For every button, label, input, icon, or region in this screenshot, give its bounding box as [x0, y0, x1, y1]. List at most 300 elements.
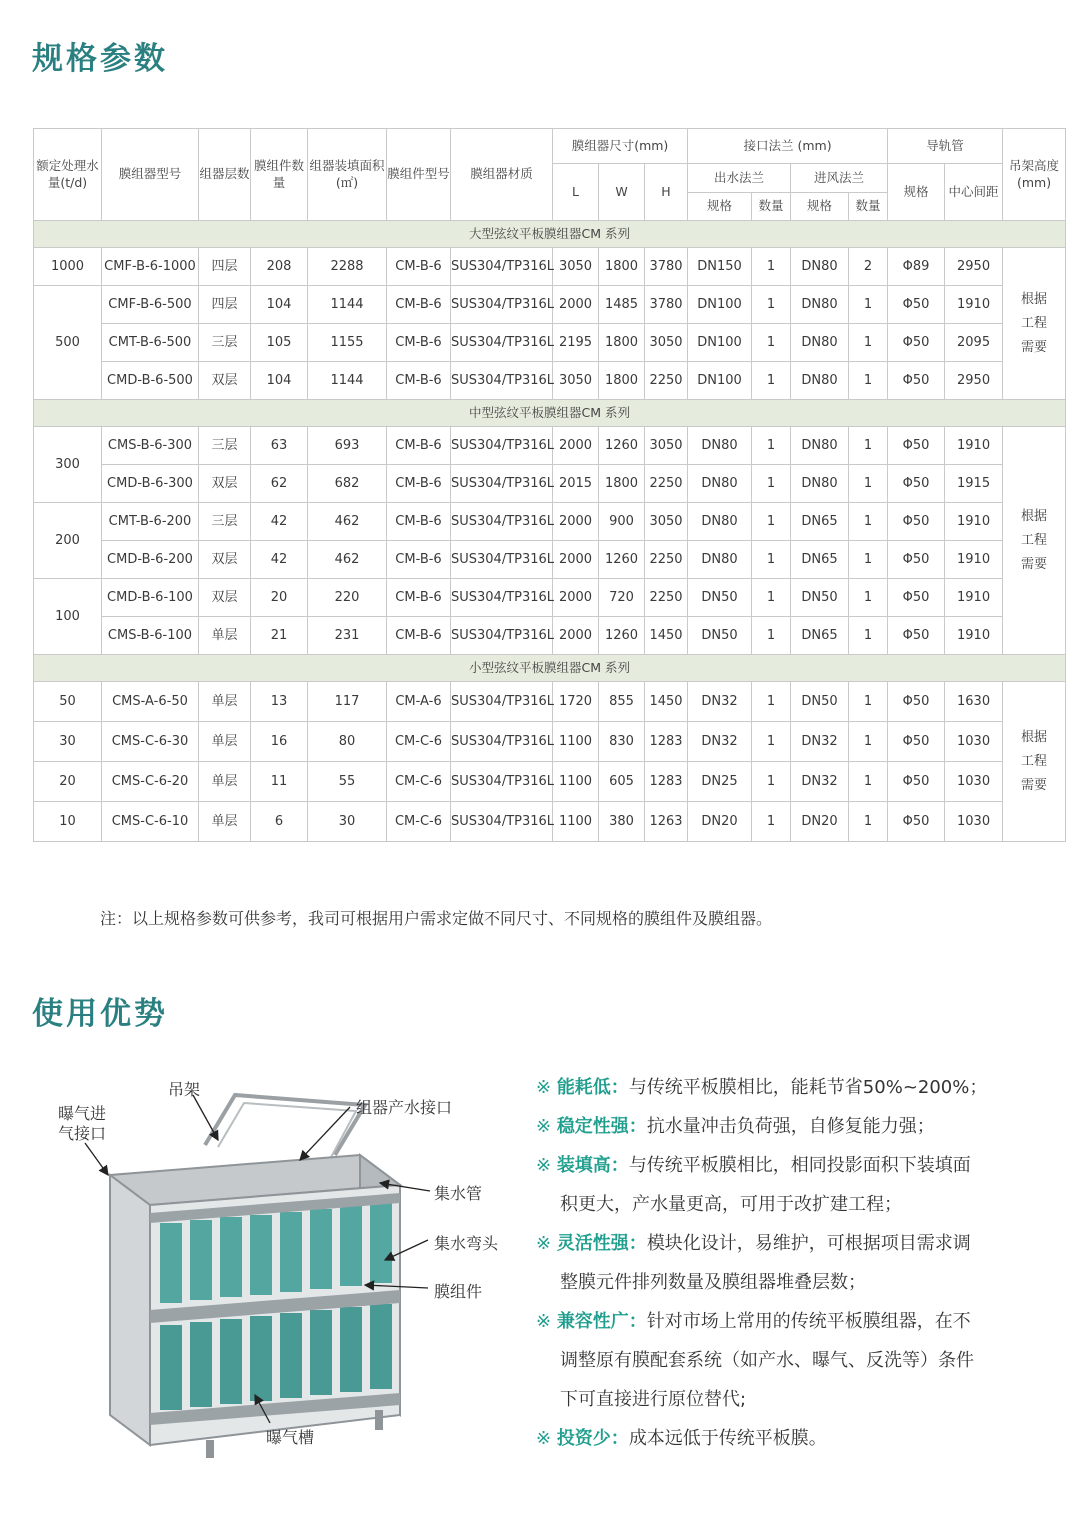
label-hanger: 吊架 — [168, 1080, 201, 1099]
cell-air-spec: DN80 — [791, 248, 849, 286]
cell-model: CMF-B-6-1000 — [102, 248, 199, 286]
cell-L: 2195 — [553, 324, 599, 362]
cell-outlet-spec: DN50 — [688, 579, 752, 617]
cell-layers: 三层 — [199, 427, 251, 465]
cell-air-qty: 1 — [849, 324, 888, 362]
cell-rail-spec: Φ50 — [888, 324, 945, 362]
table-row — [34, 682, 1066, 722]
spec-table — [33, 128, 1066, 842]
cell-outlet-qty: 1 — [752, 722, 791, 762]
cell-flow: 100 — [34, 579, 102, 655]
header-material: 膜组器材质 — [451, 129, 553, 221]
cell-area: 30 — [308, 802, 387, 842]
cell-element: CM-B-6 — [387, 286, 451, 324]
header-air: 进风法兰 — [791, 164, 888, 193]
reference-mark-icon: ※ — [536, 1233, 557, 1254]
cell-rail-spec: Φ50 — [888, 503, 945, 541]
cell-material: SUS304/TP316L — [451, 617, 553, 655]
cell-area: 117 — [308, 682, 387, 722]
cell-W: 720 — [599, 579, 645, 617]
cell-rail-dist: 1910 — [945, 503, 1003, 541]
cell-material: SUS304/TP316L — [451, 722, 553, 762]
cell-area: 231 — [308, 617, 387, 655]
cell-rail-spec: Φ50 — [888, 465, 945, 503]
cell-outlet-spec: DN100 — [688, 362, 752, 400]
cell-rail-spec: Φ50 — [888, 427, 945, 465]
cell-area: 2288 — [308, 248, 387, 286]
cell-outlet-qty: 1 — [752, 503, 791, 541]
table-row — [34, 722, 1066, 762]
cell-rail-dist: 1915 — [945, 465, 1003, 503]
cell-air-spec: DN32 — [791, 762, 849, 802]
cell-L: 2000 — [553, 286, 599, 324]
reference-mark-icon: ※ — [536, 1116, 557, 1137]
cell-outlet-spec: DN100 — [688, 286, 752, 324]
cell-air-qty: 1 — [849, 579, 888, 617]
cell-element: CM-C-6 — [387, 762, 451, 802]
header-H: H — [645, 164, 688, 221]
cell-count: 104 — [251, 286, 308, 324]
cell-model: CMS-A-6-50 — [102, 682, 199, 722]
cell-air-qty: 1 — [849, 465, 888, 503]
cell-rail-dist: 2950 — [945, 362, 1003, 400]
cell-count: 6 — [251, 802, 308, 842]
advantage-text-continued: 下可直接进行原位替代; — [560, 1389, 747, 1410]
cell-W: 1800 — [599, 248, 645, 286]
cell-outlet-qty: 1 — [752, 762, 791, 802]
advantage-item — [536, 1224, 1056, 1263]
cell-element: CM-B-6 — [387, 465, 451, 503]
cell-count: 16 — [251, 722, 308, 762]
cell-H: 2250 — [645, 579, 688, 617]
advantages-list — [536, 1068, 1056, 1458]
table-row — [34, 362, 1066, 400]
header-flow: 额定处理水量(t/d) — [34, 129, 102, 221]
cell-layers: 四层 — [199, 286, 251, 324]
cell-count: 11 — [251, 762, 308, 802]
cell-H: 3050 — [645, 503, 688, 541]
cell-hang-note: 根据工程需要 — [1003, 248, 1066, 400]
cell-air-spec: DN32 — [791, 722, 849, 762]
cell-air-spec: DN80 — [791, 362, 849, 400]
cell-outlet-qty: 1 — [752, 802, 791, 842]
cell-W: 830 — [599, 722, 645, 762]
cell-layers: 单层 — [199, 617, 251, 655]
cell-air-qty: 1 — [849, 503, 888, 541]
series-header-row — [34, 221, 1066, 248]
header-L: L — [553, 164, 599, 221]
cell-material: SUS304/TP316L — [451, 286, 553, 324]
table-row — [34, 503, 1066, 541]
cell-area: 1144 — [308, 286, 387, 324]
cell-rail-spec: Φ50 — [888, 617, 945, 655]
cell-L: 2000 — [553, 503, 599, 541]
cell-model: CMD-B-6-500 — [102, 362, 199, 400]
cell-count: 208 — [251, 248, 308, 286]
cell-rail-dist: 1030 — [945, 722, 1003, 762]
cell-model: CMD-B-6-300 — [102, 465, 199, 503]
advantages-section-title: 使用优势 — [32, 996, 168, 1032]
advantage-key: 稳定性强： — [556, 1116, 647, 1137]
cell-layers: 四层 — [199, 248, 251, 286]
cell-area: 80 — [308, 722, 387, 762]
cell-outlet-qty: 1 — [752, 617, 791, 655]
cell-air-spec: DN50 — [791, 579, 849, 617]
cell-air-qty: 1 — [849, 802, 888, 842]
cell-H: 3780 — [645, 248, 688, 286]
cell-element: CM-A-6 — [387, 682, 451, 722]
cell-H: 2250 — [645, 362, 688, 400]
cell-hang-note: 根据工程需要 — [1003, 427, 1066, 655]
label-outlet: 组器产水接口 — [356, 1098, 453, 1117]
cell-W: 900 — [599, 503, 645, 541]
cell-L: 2000 — [553, 427, 599, 465]
table-row — [34, 802, 1066, 842]
cell-H: 1263 — [645, 802, 688, 842]
label-aeration-inlet-line1: 曝气进 — [58, 1104, 107, 1123]
series-header-row — [34, 400, 1066, 427]
table-row — [34, 579, 1066, 617]
cell-material: SUS304/TP316L — [451, 503, 553, 541]
label-aeration-inlet-line2: 气接口 — [58, 1124, 107, 1143]
header-rail-dist: 中心间距 — [945, 164, 1003, 221]
cell-rail-dist: 2095 — [945, 324, 1003, 362]
cell-model: CMS-C-6-20 — [102, 762, 199, 802]
cell-outlet-spec: DN80 — [688, 503, 752, 541]
label-module: 膜组件 — [434, 1282, 483, 1301]
label-collect-pipe: 集水管 — [434, 1184, 483, 1203]
cell-rail-dist: 1910 — [945, 541, 1003, 579]
advantage-key: 灵活性强： — [556, 1233, 647, 1254]
series-header-row — [34, 655, 1066, 682]
cell-W: 605 — [599, 762, 645, 802]
cell-material: SUS304/TP316L — [451, 541, 553, 579]
cell-outlet-spec: DN80 — [688, 465, 752, 503]
table-row — [34, 541, 1066, 579]
cell-air-qty: 1 — [849, 762, 888, 802]
cell-flow: 10 — [34, 802, 102, 842]
membrane-module-illustration — [30, 1055, 500, 1460]
cell-flow: 20 — [34, 762, 102, 802]
cell-W: 1800 — [599, 324, 645, 362]
cell-flow: 300 — [34, 427, 102, 503]
cell-W: 1260 — [599, 617, 645, 655]
cell-layers: 双层 — [199, 465, 251, 503]
cell-flow: 1000 — [34, 248, 102, 286]
cell-air-qty: 1 — [849, 427, 888, 465]
cell-air-spec: DN80 — [791, 324, 849, 362]
header-rail-spec: 规格 — [888, 164, 945, 221]
cell-outlet-qty: 1 — [752, 362, 791, 400]
cell-H: 1283 — [645, 762, 688, 802]
table-row — [34, 465, 1066, 503]
cell-model: CMT-B-6-500 — [102, 324, 199, 362]
cell-outlet-spec: DN25 — [688, 762, 752, 802]
cell-outlet-spec: DN80 — [688, 541, 752, 579]
cell-layers: 单层 — [199, 762, 251, 802]
advantage-item — [536, 1146, 1056, 1185]
cell-rail-spec: Φ89 — [888, 248, 945, 286]
cell-W: 1485 — [599, 286, 645, 324]
reference-mark-icon: ※ — [536, 1311, 557, 1332]
cell-layers: 单层 — [199, 722, 251, 762]
cell-rail-dist: 2950 — [945, 248, 1003, 286]
cell-outlet-spec: DN32 — [688, 722, 752, 762]
cell-count: 63 — [251, 427, 308, 465]
header-element: 膜组件型号 — [387, 129, 451, 221]
cell-outlet-spec: DN32 — [688, 682, 752, 722]
cell-material: SUS304/TP316L — [451, 802, 553, 842]
cell-material: SUS304/TP316L — [451, 682, 553, 722]
cell-L: 1720 — [553, 682, 599, 722]
cell-rail-spec: Φ50 — [888, 579, 945, 617]
cell-count: 21 — [251, 617, 308, 655]
cell-L: 3050 — [553, 248, 599, 286]
series-header: 大型弦纹平板膜组器CM 系列 — [34, 221, 1066, 248]
advantage-key: 兼容性广： — [556, 1311, 647, 1332]
cell-area: 462 — [308, 541, 387, 579]
cell-element: CM-C-6 — [387, 722, 451, 762]
cell-rail-spec: Φ50 — [888, 722, 945, 762]
cell-element: CM-B-6 — [387, 541, 451, 579]
cell-model: CMD-B-6-200 — [102, 541, 199, 579]
cell-layers: 双层 — [199, 541, 251, 579]
cell-rail-spec: Φ50 — [888, 286, 945, 324]
cell-H: 3050 — [645, 427, 688, 465]
cell-material: SUS304/TP316L — [451, 762, 553, 802]
cell-air-qty: 1 — [849, 541, 888, 579]
reference-mark-icon: ※ — [536, 1077, 557, 1098]
cell-air-spec: DN20 — [791, 802, 849, 842]
header-air-spec: 规格 — [791, 193, 849, 221]
cell-outlet-spec: DN20 — [688, 802, 752, 842]
header-outlet: 出水法兰 — [688, 164, 791, 193]
cell-area: 462 — [308, 503, 387, 541]
cell-layers: 三层 — [199, 324, 251, 362]
advantage-item — [536, 1419, 1056, 1458]
cell-count: 42 — [251, 541, 308, 579]
cell-element: CM-B-6 — [387, 503, 451, 541]
cell-flow: 500 — [34, 286, 102, 400]
cell-W: 1260 — [599, 541, 645, 579]
reference-mark-icon: ※ — [536, 1155, 557, 1176]
cell-air-qty: 1 — [849, 362, 888, 400]
cell-count: 20 — [251, 579, 308, 617]
cell-outlet-qty: 1 — [752, 248, 791, 286]
cell-element: CM-B-6 — [387, 324, 451, 362]
cell-air-qty: 1 — [849, 617, 888, 655]
cell-outlet-spec: DN100 — [688, 324, 752, 362]
cell-outlet-spec: DN150 — [688, 248, 752, 286]
cell-area: 682 — [308, 465, 387, 503]
cell-L: 1100 — [553, 802, 599, 842]
cell-rail-dist: 1030 — [945, 802, 1003, 842]
cell-outlet-qty: 1 — [752, 427, 791, 465]
cell-outlet-qty: 1 — [752, 541, 791, 579]
advantage-item — [536, 1302, 1056, 1341]
advantage-text: 与传统平板膜相比，能耗节省50%~200%； — [628, 1077, 988, 1098]
cell-H: 2250 — [645, 541, 688, 579]
cell-H: 1283 — [645, 722, 688, 762]
cell-model: CMT-B-6-200 — [102, 503, 199, 541]
cell-outlet-qty: 1 — [752, 682, 791, 722]
cell-H: 1450 — [645, 682, 688, 722]
cell-L: 2015 — [553, 465, 599, 503]
advantage-item — [536, 1107, 1056, 1146]
cell-air-spec: DN80 — [791, 286, 849, 324]
cell-rail-dist: 1910 — [945, 579, 1003, 617]
advantage-text: 针对市场上常用的传统平板膜组器，在不 — [646, 1311, 971, 1332]
cell-L: 2000 — [553, 579, 599, 617]
cell-outlet-spec: DN50 — [688, 617, 752, 655]
cell-count: 62 — [251, 465, 308, 503]
cell-H: 3050 — [645, 324, 688, 362]
cell-material: SUS304/TP316L — [451, 427, 553, 465]
table-row — [34, 248, 1066, 286]
table-row — [34, 427, 1066, 465]
cell-air-qty: 2 — [849, 248, 888, 286]
cell-flow: 30 — [34, 722, 102, 762]
cell-air-spec: DN50 — [791, 682, 849, 722]
table-footnote: 注：以上规格参数可供参考，我司可根据用户需求定做不同尺寸、不同规格的膜组件及膜组器。 — [100, 909, 773, 928]
cell-air-spec: DN65 — [791, 503, 849, 541]
cell-air-spec: DN65 — [791, 617, 849, 655]
cell-layers: 单层 — [199, 682, 251, 722]
cell-element: CM-C-6 — [387, 802, 451, 842]
cell-outlet-qty: 1 — [752, 286, 791, 324]
advantage-text: 成本远低于传统平板膜。 — [628, 1428, 827, 1449]
cell-rail-spec: Φ50 — [888, 362, 945, 400]
cell-rail-dist: 1630 — [945, 682, 1003, 722]
cell-rail-spec: Φ50 — [888, 541, 945, 579]
cell-rail-spec: Φ50 — [888, 762, 945, 802]
cell-air-spec: DN80 — [791, 427, 849, 465]
table-row — [34, 286, 1066, 324]
cell-air-qty: 1 — [849, 286, 888, 324]
table-row — [34, 617, 1066, 655]
header-outlet-qty: 数量 — [752, 193, 791, 221]
cell-model: CMS-C-6-30 — [102, 722, 199, 762]
cell-count: 13 — [251, 682, 308, 722]
cell-H: 3780 — [645, 286, 688, 324]
cell-air-spec: DN80 — [791, 465, 849, 503]
header-size: 膜组器尺寸(mm) — [553, 129, 688, 164]
cell-model: CMS-C-6-10 — [102, 802, 199, 842]
advantage-text: 与传统平板膜相比，相同投影面积下装填面 — [628, 1155, 971, 1176]
advantage-key: 装填高： — [556, 1155, 629, 1176]
cell-outlet-qty: 1 — [752, 579, 791, 617]
cell-count: 104 — [251, 362, 308, 400]
advantage-text: 抗水量冲击负荷强，自修复能力强； — [646, 1116, 935, 1137]
cell-outlet-qty: 1 — [752, 465, 791, 503]
cell-H: 1450 — [645, 617, 688, 655]
cell-layers: 单层 — [199, 802, 251, 842]
cell-element: CM-B-6 — [387, 362, 451, 400]
header-flange: 接口法兰 (mm) — [688, 129, 888, 164]
cell-element: CM-B-6 — [387, 617, 451, 655]
cell-area: 693 — [308, 427, 387, 465]
cell-L: 3050 — [553, 362, 599, 400]
header-W: W — [599, 164, 645, 221]
cell-count: 105 — [251, 324, 308, 362]
cell-material: SUS304/TP316L — [451, 324, 553, 362]
cell-flow: 200 — [34, 503, 102, 579]
cell-L: 2000 — [553, 541, 599, 579]
cell-W: 855 — [599, 682, 645, 722]
header-model: 膜组器型号 — [102, 129, 199, 221]
cell-outlet-spec: DN80 — [688, 427, 752, 465]
cell-material: SUS304/TP316L — [451, 579, 553, 617]
cell-area: 1155 — [308, 324, 387, 362]
header-outlet-spec: 规格 — [688, 193, 752, 221]
advantage-text-continued: 积更大，产水量更高，可用于改扩建工程； — [560, 1194, 902, 1215]
cell-element: CM-B-6 — [387, 427, 451, 465]
cell-air-qty: 1 — [849, 682, 888, 722]
spec-section-title: 规格参数 — [32, 41, 168, 77]
cell-material: SUS304/TP316L — [451, 465, 553, 503]
header-count: 膜组件数量 — [251, 129, 308, 221]
label-collect-elbow: 集水弯头 — [434, 1234, 499, 1253]
advantage-text-continued: 整膜元件排列数量及膜组器堆叠层数； — [560, 1272, 866, 1293]
cell-material: SUS304/TP316L — [451, 362, 553, 400]
cell-layers: 三层 — [199, 503, 251, 541]
cell-flow: 50 — [34, 682, 102, 722]
table-row — [34, 324, 1066, 362]
cell-area: 1144 — [308, 362, 387, 400]
label-aeration-tank: 曝气槽 — [266, 1428, 315, 1447]
reference-mark-icon: ※ — [536, 1428, 557, 1449]
cell-W: 1260 — [599, 427, 645, 465]
cell-model: CMF-B-6-500 — [102, 286, 199, 324]
cell-outlet-qty: 1 — [752, 324, 791, 362]
advantage-text: 模块化设计，易维护，可根据项目需求调 — [646, 1233, 971, 1254]
header-hang: 吊架高度(mm) — [1003, 129, 1066, 221]
advantage-text-continued: 调整原有膜配套系统（如产水、曝气、反洗等）条件 — [560, 1350, 974, 1371]
cell-W: 1800 — [599, 362, 645, 400]
cell-W: 380 — [599, 802, 645, 842]
cell-L: 1100 — [553, 762, 599, 802]
cell-air-spec: DN65 — [791, 541, 849, 579]
header-area: 组器装填面积(㎡) — [308, 129, 387, 221]
advantage-item — [536, 1068, 1056, 1107]
cell-model: CMS-B-6-300 — [102, 427, 199, 465]
cell-element: CM-B-6 — [387, 248, 451, 286]
cell-model: CMS-B-6-100 — [102, 617, 199, 655]
header-air-qty: 数量 — [849, 193, 888, 221]
cell-rail-spec: Φ50 — [888, 802, 945, 842]
cell-rail-dist: 1910 — [945, 427, 1003, 465]
cell-model: CMD-B-6-100 — [102, 579, 199, 617]
cell-L: 1100 — [553, 722, 599, 762]
advantage-key: 投资少： — [556, 1428, 629, 1449]
cell-count: 42 — [251, 503, 308, 541]
header-layers: 组器层数 — [199, 129, 251, 221]
cell-area: 55 — [308, 762, 387, 802]
cell-rail-spec: Φ50 — [888, 682, 945, 722]
cell-L: 2000 — [553, 617, 599, 655]
cell-hang-note: 根据工程需要 — [1003, 682, 1066, 842]
cell-rail-dist: 1030 — [945, 762, 1003, 802]
cell-rail-dist: 1910 — [945, 617, 1003, 655]
cell-air-qty: 1 — [849, 722, 888, 762]
header-rail: 导轨管 — [888, 129, 1003, 164]
cell-H: 2250 — [645, 465, 688, 503]
cell-element: CM-B-6 — [387, 579, 451, 617]
cell-rail-dist: 1910 — [945, 286, 1003, 324]
series-header: 中型弦纹平板膜组器CM 系列 — [34, 400, 1066, 427]
series-header: 小型弦纹平板膜组器CM 系列 — [34, 655, 1066, 682]
cell-W: 1800 — [599, 465, 645, 503]
